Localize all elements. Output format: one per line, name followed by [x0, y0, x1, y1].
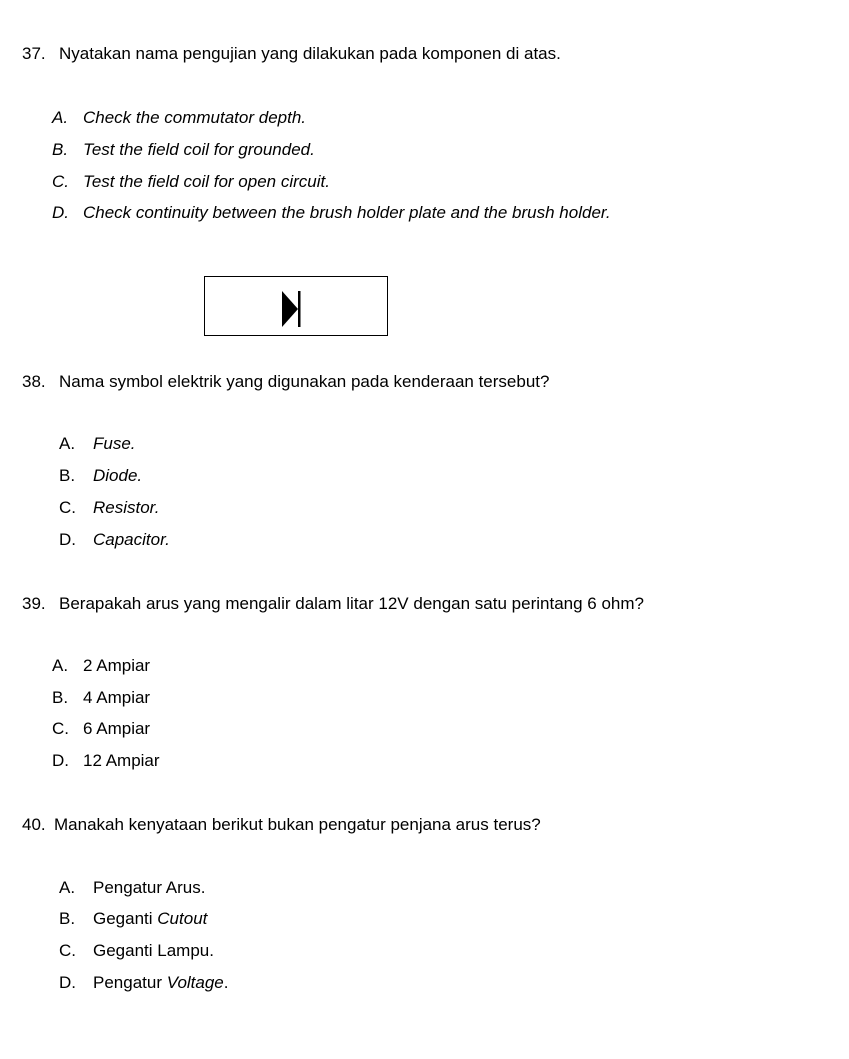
question-text: Nama symbol elektrik yang digunakan pada kenderaan tersebut? — [59, 372, 550, 391]
option-text[interactable]: 6 Ampiar — [83, 719, 151, 738]
option-letter: C. — [59, 498, 76, 517]
option-text[interactable]: Resistor. — [93, 498, 160, 517]
option-text[interactable]: 4 Ampiar — [83, 688, 151, 707]
question-text: Nyatakan nama pengujian yang dilakukan pada komponen di atas. — [59, 44, 561, 63]
option-text[interactable]: Capacitor. — [93, 530, 170, 549]
option-text[interactable]: Test the field coil for open circuit. — [83, 172, 330, 191]
option-letter: B. — [59, 466, 76, 485]
question-number: 39. — [22, 594, 46, 613]
diode-symbol-icon — [282, 291, 302, 327]
option-letter: B. — [52, 140, 69, 159]
option-letter: C. — [59, 941, 76, 960]
option-text[interactable]: Geganti Cutout — [93, 909, 208, 928]
question-number: 40. — [22, 815, 46, 834]
question-number: 37. — [22, 44, 46, 63]
question-number: 38. — [22, 372, 46, 391]
symbol-box — [204, 276, 388, 336]
option-text[interactable]: 12 Ampiar — [83, 751, 160, 770]
option-letter: C. — [52, 172, 69, 191]
option-text[interactable]: Diode. — [93, 466, 143, 485]
option-letter: D. — [52, 203, 69, 222]
option-letter: B. — [59, 909, 76, 928]
option-text[interactable]: Pengatur Arus. — [93, 878, 206, 897]
option-text[interactable]: Check the commutator depth. — [83, 108, 307, 127]
question-text: Berapakah arus yang mengalir dalam litar 12V dengan satu perintang 6 ohm? — [59, 594, 644, 613]
option-letter: A. — [52, 108, 69, 127]
option-letter: A. — [59, 878, 76, 897]
option-text[interactable]: Fuse. — [93, 434, 136, 453]
option-letter: A. — [59, 434, 76, 453]
option-text[interactable]: 2 Ampiar — [83, 656, 151, 675]
option-letter: D. — [52, 751, 69, 770]
option-letter: A. — [52, 656, 69, 675]
option-text[interactable]: Pengatur Voltage. — [93, 973, 229, 992]
option-letter: D. — [59, 973, 76, 992]
option-text[interactable]: Test the field coil for grounded. — [83, 140, 315, 159]
option-letter: C. — [52, 719, 69, 738]
question-text: Manakah kenyataan berikut bukan pengatur penjana arus terus? — [54, 815, 541, 834]
option-letter: D. — [59, 530, 76, 549]
option-text[interactable]: Geganti Lampu. — [93, 941, 214, 960]
option-letter: B. — [52, 688, 69, 707]
option-text[interactable]: Check continuity between the brush holder plate and the brush holder. — [83, 203, 611, 222]
